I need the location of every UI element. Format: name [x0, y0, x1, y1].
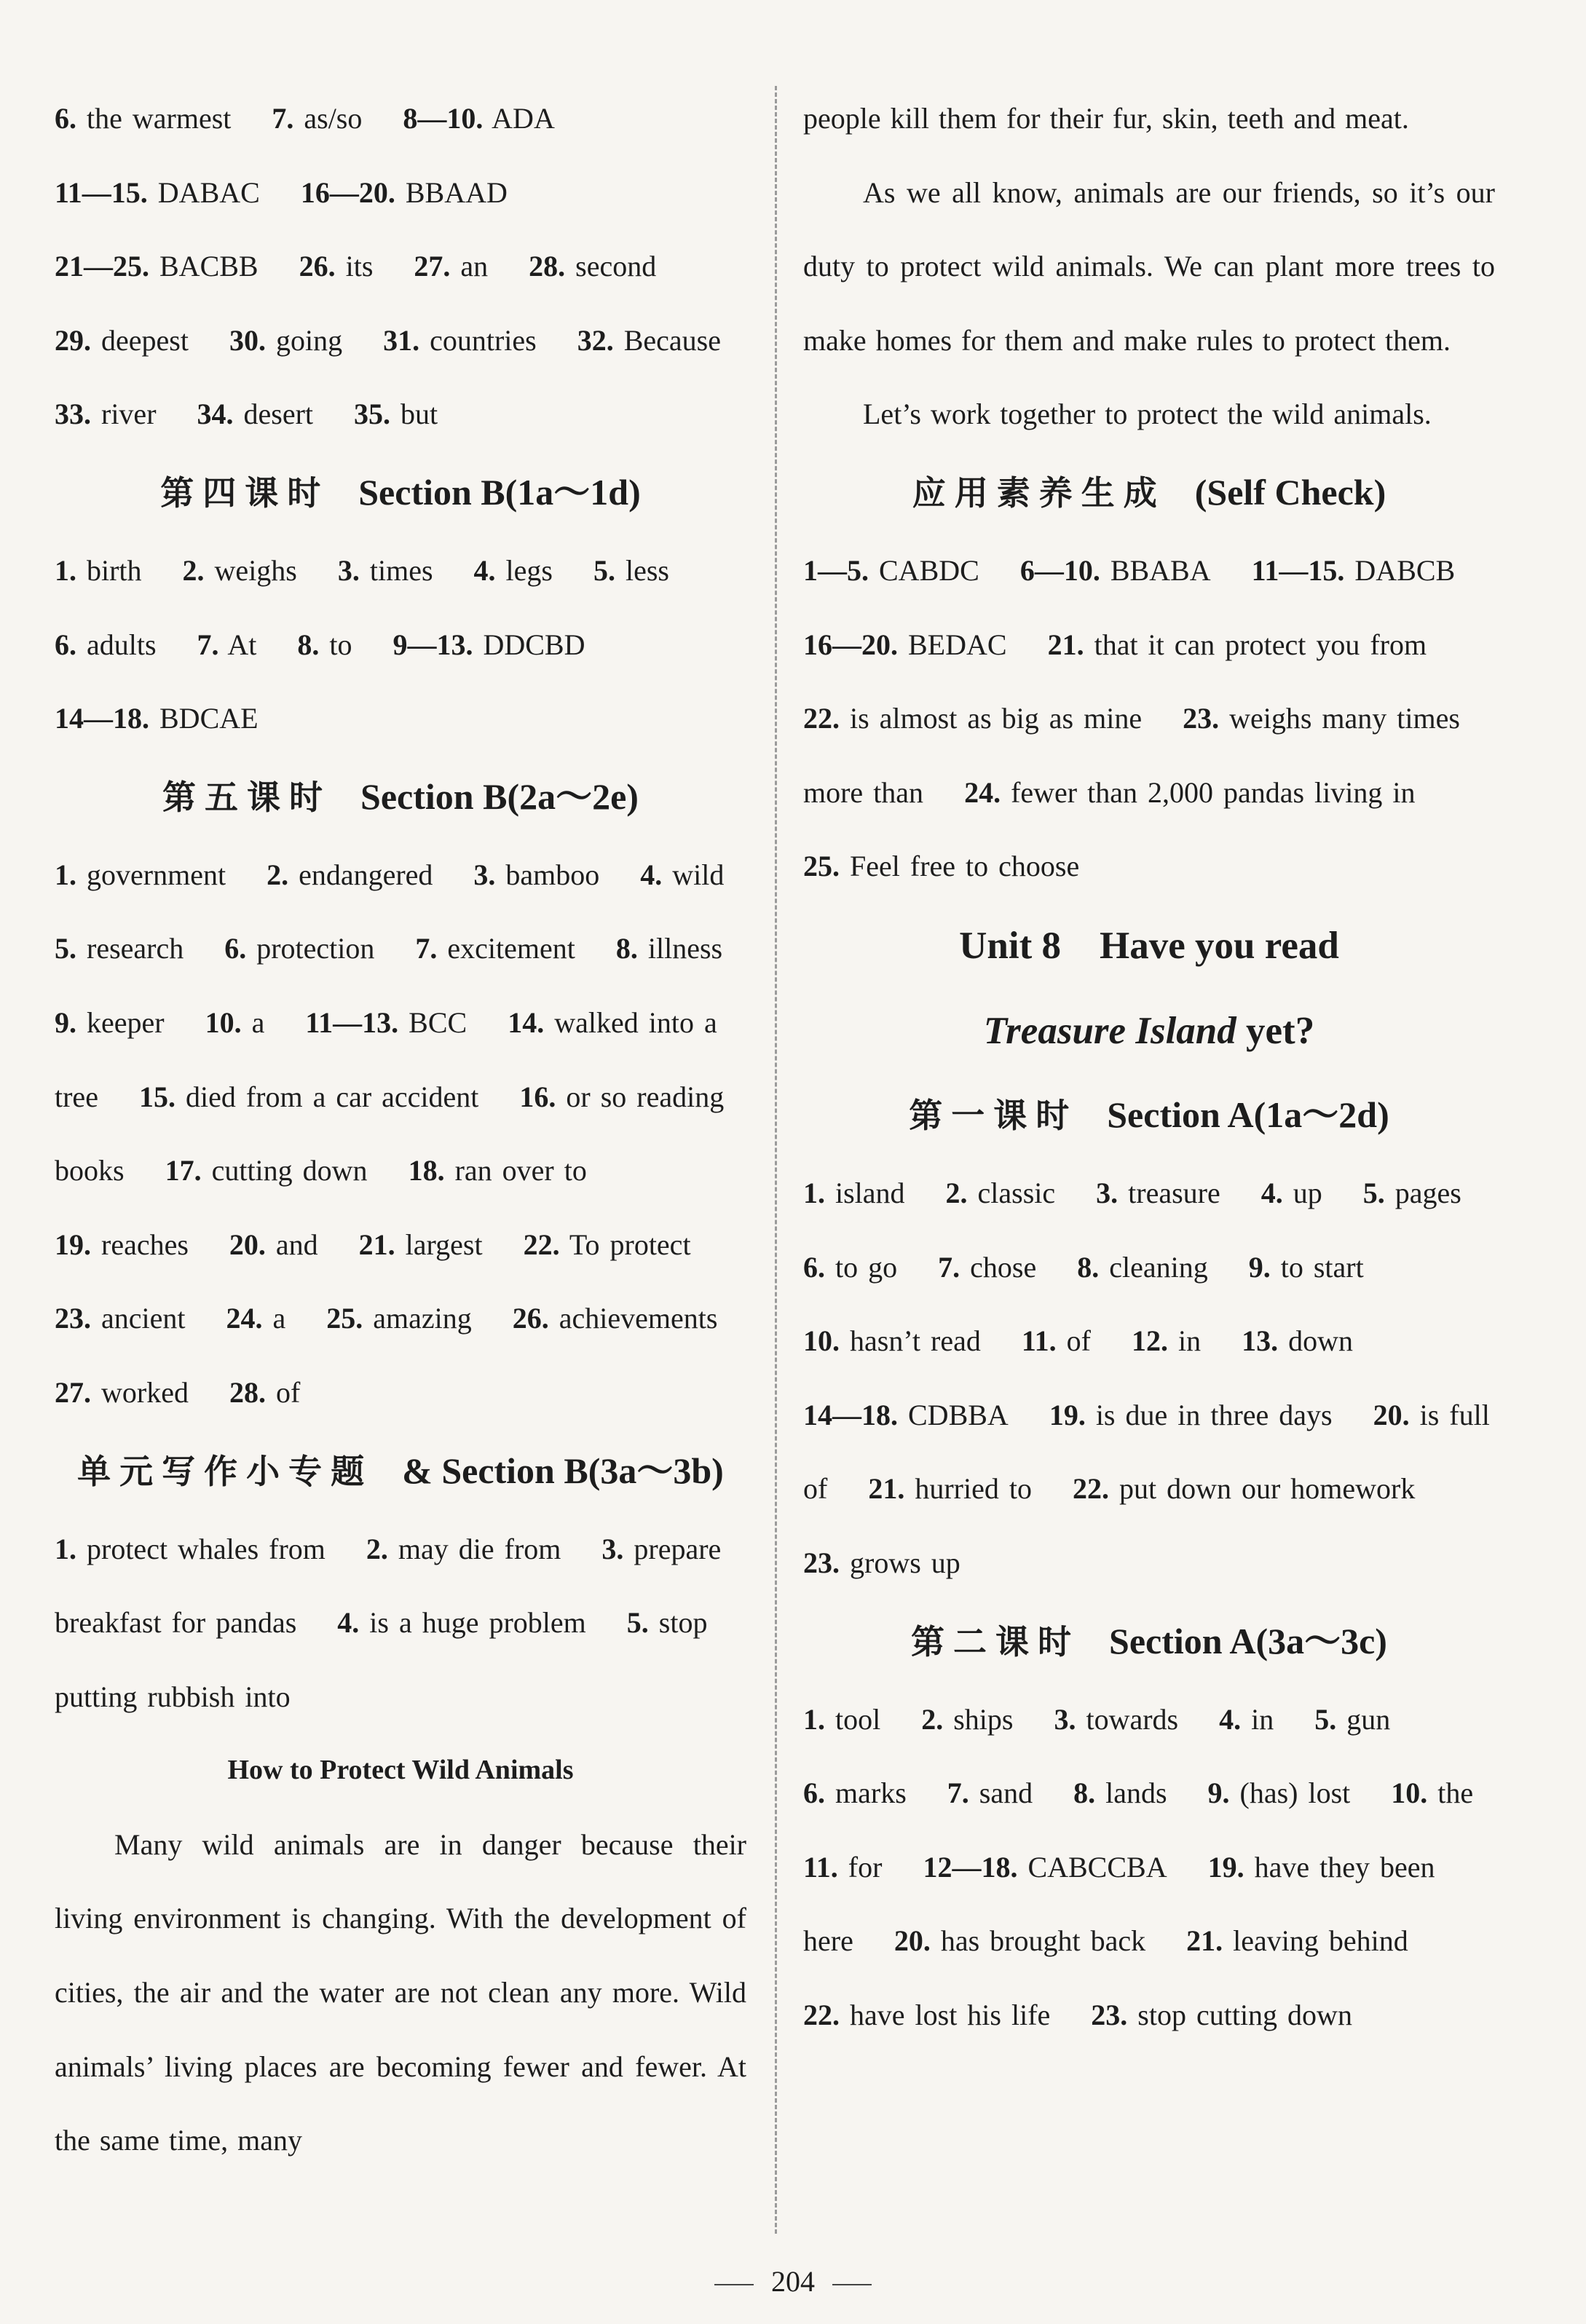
- heading-english: (Self Check): [1194, 471, 1386, 513]
- page-number: [0, 2264, 1586, 2299]
- essay-paragraph: people kill them for their fur, skin, teeth and meat.: [803, 102, 1409, 135]
- section-heading: [55, 451, 746, 534]
- answer-line: 19. reaches 20. and 21. largest 22. To protect: [55, 1228, 691, 1261]
- answer-line: 23. ancient 24. a 25. amazing 26. achievements: [55, 1302, 718, 1335]
- answer-line: 21—25. BACBB 26. its 27. an 28. second: [55, 250, 657, 283]
- answer-line: 5. research 6. protection 7. excitement 8. illness: [55, 932, 723, 965]
- essay-title: How to Protect Wild Animals: [227, 1755, 574, 1786]
- answer-line: putting rubbish into: [55, 1680, 291, 1713]
- answer-line: 11. for 12—18. CABCCBA 19. have they been: [803, 1850, 1435, 1884]
- answer-line: of 21. hurried to 22. put down our homework: [803, 1472, 1416, 1506]
- answer-line: 6. adults 7. At 8. to 9—13. DDCBD: [55, 628, 585, 661]
- answer-line: 10. hasn’t read 11. of 12. in 13. down: [803, 1324, 1353, 1358]
- answer-line: 14—18. BDCAE: [55, 702, 259, 735]
- heading-chinese: 第二课时: [911, 1621, 1081, 1661]
- answer-line: 11—15. DABAC 16—20. BBAAD: [55, 175, 508, 209]
- answer-line: 1. tool 2. ships 3. towards 4. in 5. gun: [803, 1702, 1391, 1736]
- answer-line: 27. worked 28. of: [55, 1375, 301, 1409]
- left-column: [55, 82, 746, 2178]
- heading-chinese: 单元写作小专题: [77, 1451, 374, 1491]
- unit-title: Treasure Island yet?: [983, 1009, 1315, 1052]
- essay-paragraph: Many wild animals are in danger because their living environment is changing. With the development of cities, the air and the water are not clean any more. Wild animals’ living places are becoming fewer and fewer. At the same time, many: [55, 1827, 746, 2157]
- answer-line: 1. birth 2. weighs 3. times 4. legs 5. less: [55, 553, 669, 587]
- heading-english: Section B(1a～1d): [358, 471, 641, 513]
- heading-chinese: 应用素养生成: [912, 473, 1166, 513]
- answer-line: 6. the warmest 7. as/so 8—10. ADA: [55, 102, 555, 135]
- unit-title: Unit 8 Have you read: [959, 924, 1339, 967]
- section-heading: [803, 1600, 1495, 1683]
- page-number-dash-left: [714, 2284, 754, 2285]
- answer-line: 6. to go 7. chose 8. cleaning 9. to start: [803, 1250, 1364, 1284]
- answer-line: 22. is almost as big as mine 23. weighs many times: [803, 702, 1460, 735]
- essay-paragraph: As we all know, animals are our friends, so it’s our duty to protect wild animals. We can plant more trees to make homes for them and make rules to protect them.: [803, 175, 1495, 357]
- heading-english: Section B(2a～2e): [360, 775, 639, 817]
- answer-line: 9. keeper 10. a 11—13. BCC 14. walked into a: [55, 1005, 717, 1039]
- answer-line: 6. marks 7. sand 8. lands 9. (has) lost 10. the: [803, 1776, 1474, 1810]
- page-number-text: 204: [771, 2265, 815, 2298]
- essay-paragraph: Let’s work together to protect the wild animals.: [863, 398, 1432, 431]
- right-column: [803, 82, 1495, 2052]
- section-heading: [803, 1074, 1495, 1156]
- page-number-dash-right: [832, 2284, 872, 2285]
- column-divider: [775, 86, 777, 2234]
- answer-line: tree 15. died from a car accident 16. or so reading: [55, 1080, 725, 1113]
- heading-chinese: 第一课时: [909, 1095, 1078, 1135]
- answer-line: here 20. has brought back 21. leaving behind: [803, 1924, 1408, 1958]
- answer-line: books 17. cutting down 18. ran over to: [55, 1154, 587, 1187]
- answer-line: 14—18. CDBBA 19. is due in three days 20. is full: [803, 1398, 1490, 1431]
- heading-chinese: 第五课时: [162, 777, 332, 817]
- section-heading: [55, 756, 746, 838]
- answer-line: 1—5. CABDC 6—10. BBABA 11—15. DABCB: [803, 553, 1456, 587]
- answer-line: 22. have lost his life 23. stop cutting down: [803, 1998, 1352, 2031]
- answer-line: 1. government 2. endangered 3. bamboo 4. wild: [55, 858, 725, 891]
- answer-line: breakfast for pandas 4. is a huge problem 5. stop: [55, 1606, 708, 1640]
- answer-line: 1. protect whales from 2. may die from 3. prepare: [55, 1532, 722, 1565]
- section-heading: [803, 451, 1495, 534]
- heading-english: Section A(1a～2d): [1107, 1094, 1389, 1135]
- heading-english: & Section B(3a～3b): [402, 1450, 724, 1491]
- answer-line: 1. island 2. classic 3. treasure 4. up 5. pages: [803, 1176, 1461, 1209]
- answer-line: 25. Feel free to choose: [803, 850, 1080, 883]
- answer-line: 16—20. BEDAC 21. that it can protect you from: [803, 628, 1427, 661]
- heading-chinese: 第四课时: [160, 473, 330, 513]
- answer-line: 23. grows up: [803, 1546, 960, 1579]
- answer-line: 33. river 34. desert 35. but: [55, 398, 438, 431]
- heading-english: Section A(3a～3c): [1109, 1620, 1387, 1661]
- answer-line: 29. deepest 30. going 31. countries 32. Because: [55, 323, 721, 357]
- section-heading: [55, 1430, 746, 1512]
- answer-line: more than 24. fewer than 2,000 pandas living in: [803, 775, 1416, 809]
